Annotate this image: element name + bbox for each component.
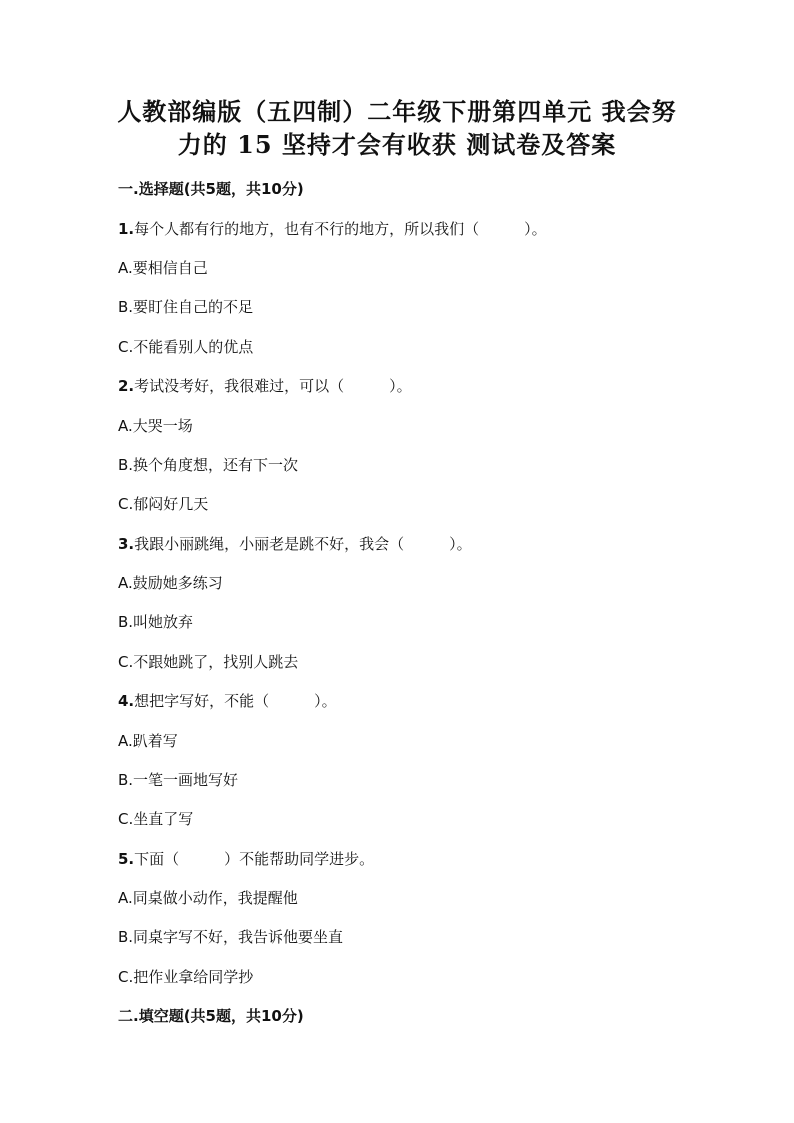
question-stem: 每个人都有行的地方，也有不行的地方，所以我们（ ）。 <box>134 220 547 238</box>
question-number: 1. <box>118 220 135 238</box>
question-stem: 考试没考好，我很难过，可以（ ）。 <box>134 377 412 395</box>
option-4c: C.坐直了写 <box>118 810 194 828</box>
option-3b: B.叫她放弃 <box>118 613 194 631</box>
option-5a: A.同桌做小动作，我提醒他 <box>118 889 298 907</box>
option-4b: B.一笔一画地写好 <box>118 771 239 789</box>
page-title-line-2: 力的 15 坚持才会有收获 测试卷及答案 <box>177 130 617 159</box>
page-title-line-1: 人教部编版（五四制）二年级下册第四单元 我会努 <box>117 97 677 126</box>
option-2b: B.换个角度想，还有下一次 <box>118 456 299 474</box>
option-1b: B.要盯住自己的不足 <box>118 298 254 316</box>
section-heading-fill-in: 二.填空题(共5题，共10分) <box>118 1007 304 1025</box>
question-1 <box>118 218 547 239</box>
question-stem: 想把字写好，不能（ ）。 <box>134 692 337 710</box>
question-stem: 下面（ ）不能帮助同学进步。 <box>134 850 375 868</box>
option-5c: C.把作业拿给同学抄 <box>118 968 254 986</box>
question-stem: 我跟小丽跳绳，小丽老是跳不好，我会（ ）。 <box>134 535 472 553</box>
question-4 <box>118 690 337 711</box>
section-heading-choice: 一.选择题(共5题，共10分) <box>118 180 304 198</box>
question-number: 5. <box>118 850 135 868</box>
question-2 <box>118 375 412 396</box>
option-2c: C.郁闷好几天 <box>118 495 209 513</box>
option-1c: C.不能看别人的优点 <box>118 338 254 356</box>
question-number: 2. <box>118 377 135 395</box>
option-1a: A.要相信自己 <box>118 259 208 277</box>
question-number: 4. <box>118 692 135 710</box>
option-4a: A.趴着写 <box>118 732 178 750</box>
question-5 <box>118 848 374 869</box>
option-3a: A.鼓励她多练习 <box>118 574 223 592</box>
question-number: 3. <box>118 535 135 553</box>
option-5b: B.同桌字写不好，我告诉他要坐直 <box>118 928 344 946</box>
option-2a: A.大哭一场 <box>118 417 193 435</box>
option-3c: C.不跟她跳了，找别人跳去 <box>118 653 299 671</box>
question-3 <box>118 533 472 554</box>
